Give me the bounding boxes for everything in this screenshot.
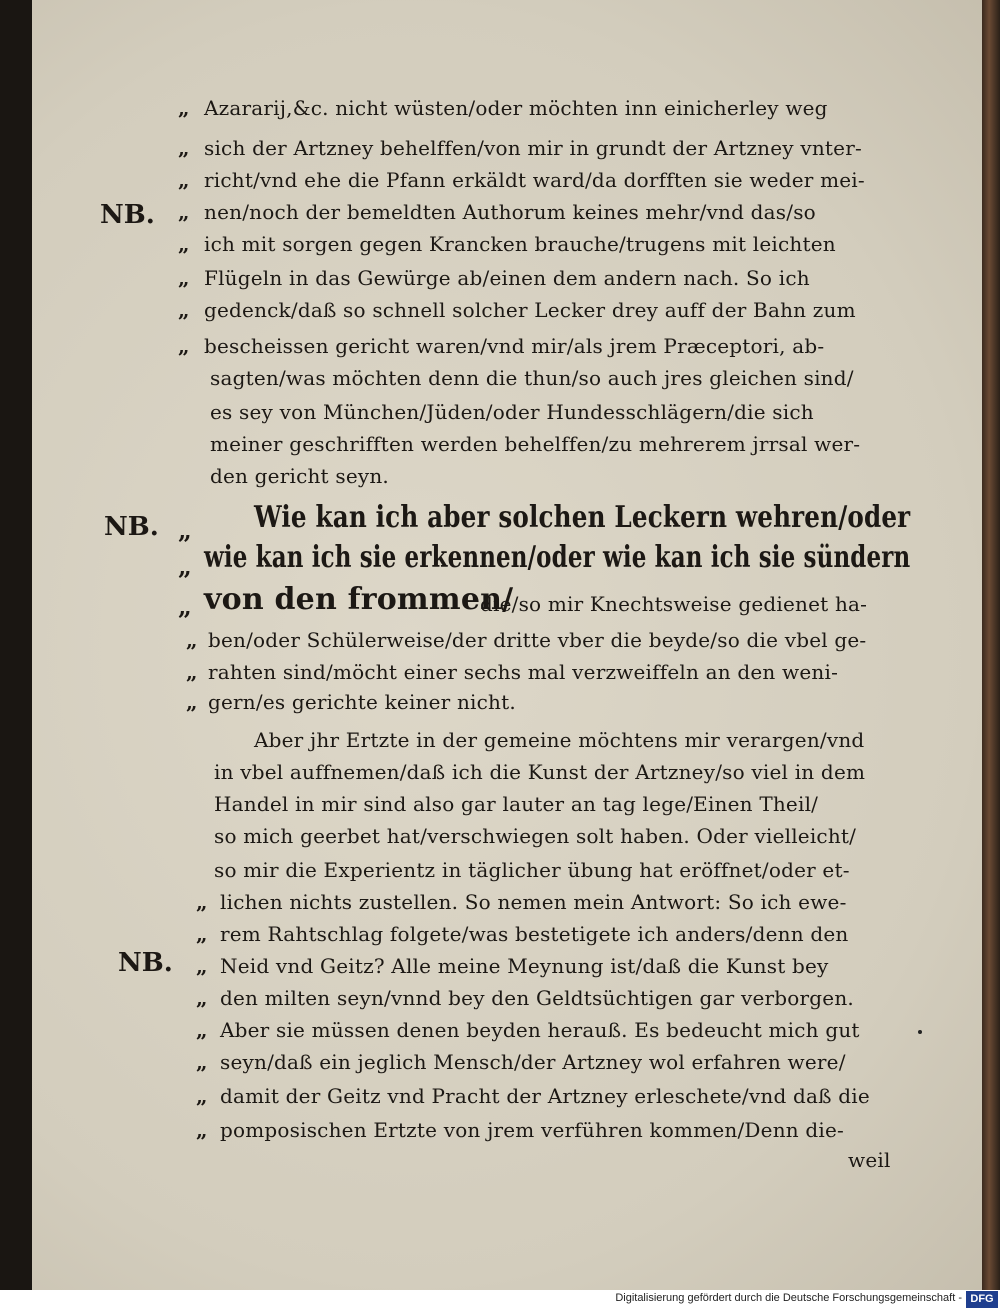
quote-mark: „ bbox=[196, 954, 208, 978]
left-binding-edge bbox=[0, 0, 32, 1290]
text-line-large: Wie kan ich aber solchen Leckern wehren/oder bbox=[254, 500, 911, 535]
text-line: richt/vnd ehe die Pfann erkäldt ward/da dorfften sie weder mei- bbox=[204, 168, 865, 192]
text-line: so mich geerbet hat/verschwiegen solt haben. Oder vielleicht/ bbox=[214, 824, 857, 848]
text-line: Flügeln in das Gewürge ab/einen dem andern nach. So ich bbox=[204, 266, 810, 290]
footer-bar bbox=[0, 1290, 1000, 1310]
quote-mark: „ bbox=[178, 266, 190, 290]
ink-spot bbox=[918, 1030, 922, 1034]
footer-credit: Digitalisierung gefördert durch die Deutsche Forschungsgemeinschaft - bbox=[615, 1292, 962, 1304]
quote-mark: „ bbox=[196, 1084, 208, 1108]
text-line: lichen nichts zustellen. So nemen mein Antwort: So ich ewe- bbox=[220, 890, 847, 914]
text-line: in vbel auffnemen/daß ich die Kunst der Artzney/so viel in dem bbox=[214, 760, 866, 784]
text-line-large: wie kan ich sie erkennen/oder wie kan ich sie sündern bbox=[204, 540, 911, 575]
text-line: nen/noch der bemeldten Authorum keines mehr/vnd das/so bbox=[204, 200, 816, 224]
quote-mark: „ bbox=[178, 592, 192, 621]
text-line: sagten/was möchten denn die thun/so auch jres gleichen sind/ bbox=[210, 366, 854, 390]
text-line: damit der Geitz vnd Pracht der Artzney erleschete/vnd daß die bbox=[220, 1084, 870, 1108]
text-line: Handel in mir sind also gar lauter an tag lege/Einen Theil/ bbox=[214, 792, 819, 816]
text-line: rem Rahtschlag folgete/was bestetigete ich anders/denn den bbox=[220, 922, 849, 946]
text-line: den gericht seyn. bbox=[210, 464, 389, 488]
quote-mark: „ bbox=[196, 890, 208, 914]
text-line: den milten seyn/vnnd bey den Geldtsüchtigen gar verborgen. bbox=[220, 986, 854, 1010]
quote-mark: „ bbox=[196, 1118, 208, 1142]
quote-mark: „ bbox=[178, 200, 190, 224]
text-line: es sey von München/Jüden/oder Hundesschlägern/die sich bbox=[210, 400, 814, 424]
quote-mark: „ bbox=[186, 628, 198, 652]
dfg-logo-icon: DFG bbox=[966, 1291, 998, 1308]
text-line: meiner geschrifften werden behelffen/zu mehrerem jrrsal wer- bbox=[210, 432, 861, 456]
quote-mark: „ bbox=[186, 690, 198, 714]
text-line: pomposischen Ertzte von jrem verführen kommen/Denn die- bbox=[220, 1118, 845, 1142]
text-line: Neid vnd Geitz? Alle meine Meynung ist/daß die Kunst bey bbox=[220, 954, 829, 978]
text-line: gedenck/daß so schnell solcher Lecker drey auff der Bahn zum bbox=[204, 298, 856, 322]
catchword: weil bbox=[848, 1148, 891, 1172]
quote-mark: „ bbox=[178, 168, 190, 192]
quote-mark: „ bbox=[186, 660, 198, 684]
text-line: ben/oder Schülerweise/der dritte vber die beyde/so die vbel ge- bbox=[208, 628, 867, 652]
quote-mark: „ bbox=[196, 1018, 208, 1042]
quote-mark: „ bbox=[178, 334, 190, 358]
quote-mark: „ bbox=[196, 1050, 208, 1074]
quote-mark: „ bbox=[178, 552, 192, 581]
text-line-large: von den frommen/ bbox=[204, 582, 514, 617]
text-line: rahten sind/möcht einer sechs mal verzweiffeln an den weni- bbox=[208, 660, 839, 684]
quote-mark: „ bbox=[178, 232, 190, 256]
quote-mark: „ bbox=[178, 298, 190, 322]
right-binding-edge bbox=[982, 0, 1000, 1290]
quote-mark: „ bbox=[196, 986, 208, 1010]
text-line: so mir die Experientz in täglicher übung hat eröffnet/oder et- bbox=[214, 858, 850, 882]
quote-mark: „ bbox=[178, 96, 190, 120]
text-line: Aber sie müssen denen beyden herauß. Es bedeucht mich gut bbox=[220, 1018, 860, 1042]
text-line: Azararij,&c. nicht wüsten/oder möchten inn einicherley weg bbox=[204, 96, 828, 120]
text-line: seyn/daß ein jeglich Mensch/der Artzney wol erfahren were/ bbox=[220, 1050, 846, 1074]
margin-note-nb: NB. bbox=[104, 512, 159, 542]
text-line: bescheissen gericht waren/vnd mir/als jrem Præceptori, ab- bbox=[204, 334, 825, 358]
text-line: die/so mir Knechtsweise gedienet ha- bbox=[480, 592, 868, 616]
quote-mark: „ bbox=[196, 922, 208, 946]
margin-note-nb: NB. bbox=[100, 200, 155, 230]
text-line: sich der Artzney behelffen/von mir in grundt der Artzney vnter- bbox=[204, 136, 862, 160]
quote-mark: „ bbox=[178, 516, 192, 545]
text-line: ich mit sorgen gegen Krancken brauche/trugens mit leichten bbox=[204, 232, 836, 256]
margin-note-nb: NB. bbox=[118, 948, 173, 978]
quote-mark: „ bbox=[178, 136, 190, 160]
text-line: Aber jhr Ertzte in der gemeine möchtens mir verargen/vnd bbox=[254, 728, 865, 752]
text-line: gern/es gerichte keiner nicht. bbox=[208, 690, 516, 714]
